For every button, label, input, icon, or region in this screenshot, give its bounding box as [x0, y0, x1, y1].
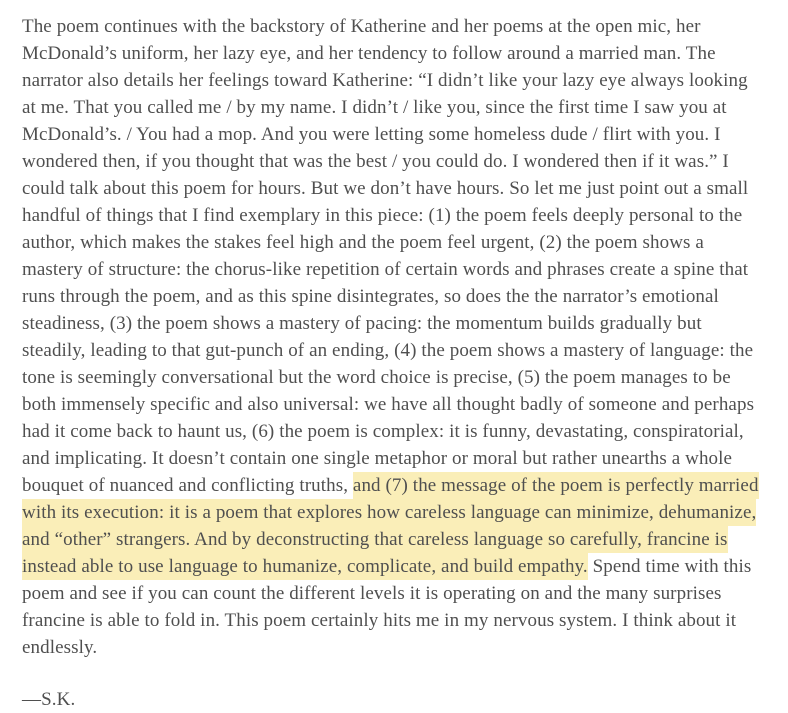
- review-paragraph: [22, 13, 766, 661]
- paragraph-text-post-highlight: Spend time with this poem and see if you can count the different levels it is operating on and the many surprises francine is able to fold in. This poem certainly hits me in my nervous system. I think about it endlessly.: [22, 556, 752, 658]
- signature: —S.K.: [22, 689, 76, 710]
- paragraph-text-pre-highlight: The poem continues with the backstory of Katherine and her poems at the open mic, her McDonald’s uniform, her lazy eye, and her tendency to follow around a married man. The narrator also details her feelings toward Katherine: “I didn’t like your lazy eye always looking at me. That you called me / by my name. I didn’t / like you, since the first time I saw you at McDonald’s. / You had a mop. And you were letting some homeless dude / flirt with you. I wondered then, if you thought that was the best / you could do. I wondered then if it was.” I could talk about this poem for hours. But we don’t have hours. So let me just point out a small handful of things that I find exemplary in this piece: (1) the poem feels deeply personal to the author, which makes the stakes feel high and the poem feel urgent, (2) the poem shows a mastery of structure: the chorus-like repetition of certain words and phrases create a spine that runs through the poem, and as this spine disintegrates, so does the the narrator’s emotional steadiness, (3) the poem shows a mastery of pacing: the momentum builds gradually but steadily, leading to that gut-punch of an ending, (4) the poem shows a mastery of language: the tone is seemingly conversational but the word choice is precise, (5) the poem manages to be both immensely specific and also universal: we have all thought badly of someone and perhaps had it come back to haunt us, (6) the poem is complex: it is funny, devastating, conspiratorial, and implicating. It doesn’t contain one single metaphor or moral but rather unearths a whole bouquet of nuanced and conflicting truths,: [22, 16, 755, 496]
- highlighted-passage: and (7) the message of the poem is perfectly married with its execution: it is a poem that explores how careless language can minimize, dehumanize, and “other” strangers. And by deconstructing that careless language so carefully, francine is instead able to use language to humanize, complicate, and build empathy.: [22, 472, 759, 580]
